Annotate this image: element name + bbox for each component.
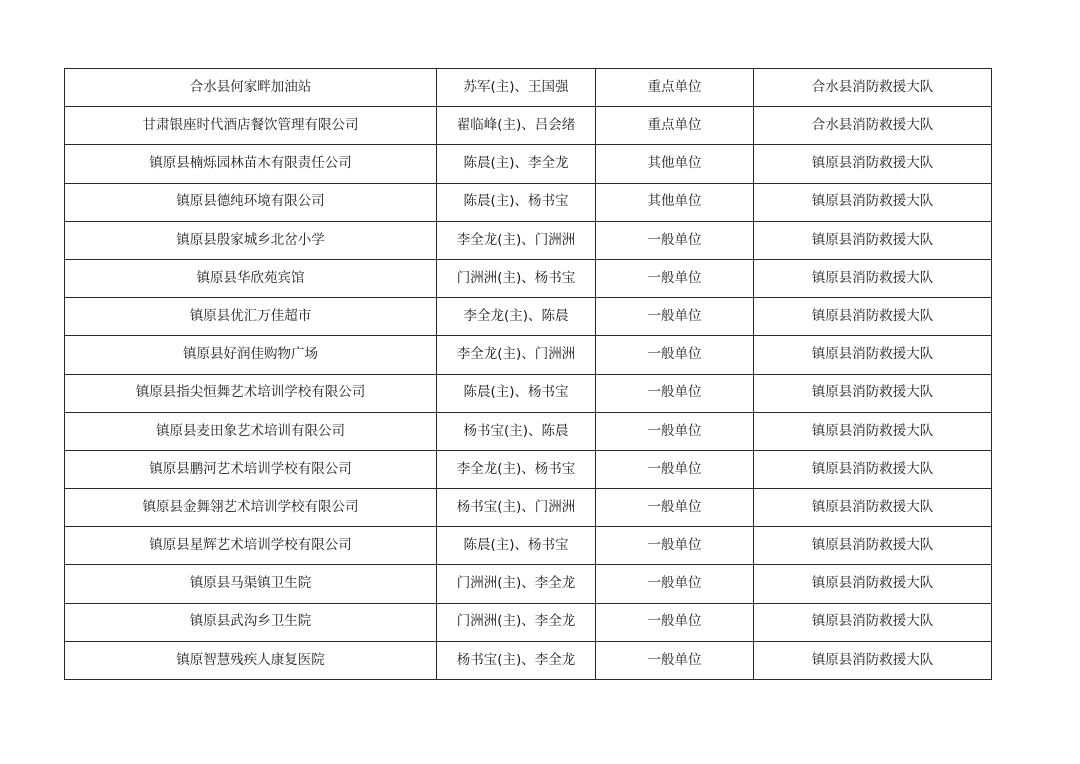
inspectors-cell: 杨书宝(主)、门洲洲 bbox=[437, 489, 596, 527]
inspectors-cell: 门洲洲(主)、李全龙 bbox=[437, 565, 596, 603]
table-row bbox=[65, 107, 992, 145]
inspectors-cell: 门洲洲(主)、杨书宝 bbox=[437, 259, 596, 297]
unit-name-cell: 镇原县好润佳购物广场 bbox=[65, 336, 437, 374]
unit-name-cell: 镇原县优汇万佳超市 bbox=[65, 298, 437, 336]
unit-category-cell: 一般单位 bbox=[596, 565, 754, 603]
unit-category-cell: 一般单位 bbox=[596, 527, 754, 565]
unit-name-cell: 镇原县楠烁园林苗木有限责任公司 bbox=[65, 145, 437, 183]
unit-name-cell: 镇原县武沟乡卫生院 bbox=[65, 603, 437, 641]
unit-name-cell: 镇原县指尖恒舞艺术培训学校有限公司 bbox=[65, 374, 437, 412]
table-row bbox=[65, 145, 992, 183]
inspection-table bbox=[64, 68, 992, 680]
table-row bbox=[65, 412, 992, 450]
inspectors-cell: 苏军(主)、王国强 bbox=[437, 69, 596, 107]
unit-name-cell: 镇原县华欣苑宾馆 bbox=[65, 259, 437, 297]
inspectors-cell: 李全龙(主)、门洲洲 bbox=[437, 221, 596, 259]
table-row bbox=[65, 374, 992, 412]
table-row bbox=[65, 565, 992, 603]
inspectors-cell: 陈晨(主)、杨书宝 bbox=[437, 183, 596, 221]
unit-category-cell: 一般单位 bbox=[596, 374, 754, 412]
inspectors-cell: 陈晨(主)、杨书宝 bbox=[437, 374, 596, 412]
unit-name-cell: 甘肃银座时代酒店餐饮管理有限公司 bbox=[65, 107, 437, 145]
brigade-cell: 镇原县消防救援大队 bbox=[754, 489, 992, 527]
table-row bbox=[65, 489, 992, 527]
unit-name-cell: 镇原县麦田象艺术培训有限公司 bbox=[65, 412, 437, 450]
unit-category-cell: 一般单位 bbox=[596, 641, 754, 679]
inspectors-cell: 翟临峰(主)、吕会绪 bbox=[437, 107, 596, 145]
inspection-table-sheet bbox=[64, 68, 991, 680]
unit-category-cell: 一般单位 bbox=[596, 603, 754, 641]
brigade-cell: 镇原县消防救援大队 bbox=[754, 221, 992, 259]
brigade-cell: 合水县消防救援大队 bbox=[754, 107, 992, 145]
brigade-cell: 镇原县消防救援大队 bbox=[754, 450, 992, 488]
unit-category-cell: 一般单位 bbox=[596, 298, 754, 336]
inspectors-cell: 李全龙(主)、陈晨 bbox=[437, 298, 596, 336]
inspectors-cell: 李全龙(主)、杨书宝 bbox=[437, 450, 596, 488]
inspectors-cell: 门洲洲(主)、李全龙 bbox=[437, 603, 596, 641]
brigade-cell: 镇原县消防救援大队 bbox=[754, 259, 992, 297]
unit-category-cell: 一般单位 bbox=[596, 489, 754, 527]
brigade-cell: 镇原县消防救援大队 bbox=[754, 145, 992, 183]
brigade-cell: 镇原县消防救援大队 bbox=[754, 336, 992, 374]
inspectors-cell: 杨书宝(主)、陈晨 bbox=[437, 412, 596, 450]
inspection-table-body bbox=[65, 69, 992, 680]
unit-category-cell: 其他单位 bbox=[596, 183, 754, 221]
table-row bbox=[65, 298, 992, 336]
table-row bbox=[65, 69, 992, 107]
brigade-cell: 镇原县消防救援大队 bbox=[754, 641, 992, 679]
unit-category-cell: 一般单位 bbox=[596, 336, 754, 374]
table-row bbox=[65, 603, 992, 641]
brigade-cell: 合水县消防救援大队 bbox=[754, 69, 992, 107]
unit-category-cell: 重点单位 bbox=[596, 69, 754, 107]
inspectors-cell: 李全龙(主)、门洲洲 bbox=[437, 336, 596, 374]
table-row bbox=[65, 527, 992, 565]
brigade-cell: 镇原县消防救援大队 bbox=[754, 298, 992, 336]
unit-name-cell: 镇原智慧残疾人康复医院 bbox=[65, 641, 437, 679]
brigade-cell: 镇原县消防救援大队 bbox=[754, 603, 992, 641]
brigade-cell: 镇原县消防救援大队 bbox=[754, 565, 992, 603]
unit-name-cell: 镇原县星辉艺术培训学校有限公司 bbox=[65, 527, 437, 565]
table-row bbox=[65, 641, 992, 679]
unit-name-cell: 镇原县金舞翎艺术培训学校有限公司 bbox=[65, 489, 437, 527]
table-row bbox=[65, 183, 992, 221]
table-row bbox=[65, 221, 992, 259]
table-row bbox=[65, 336, 992, 374]
unit-category-cell: 一般单位 bbox=[596, 259, 754, 297]
unit-category-cell: 重点单位 bbox=[596, 107, 754, 145]
unit-name-cell: 镇原县鹏河艺术培训学校有限公司 bbox=[65, 450, 437, 488]
unit-category-cell: 其他单位 bbox=[596, 145, 754, 183]
unit-name-cell: 镇原县殷家城乡北岔小学 bbox=[65, 221, 437, 259]
inspectors-cell: 杨书宝(主)、李全龙 bbox=[437, 641, 596, 679]
brigade-cell: 镇原县消防救援大队 bbox=[754, 183, 992, 221]
table-row bbox=[65, 259, 992, 297]
brigade-cell: 镇原县消防救援大队 bbox=[754, 527, 992, 565]
unit-category-cell: 一般单位 bbox=[596, 412, 754, 450]
table-row bbox=[65, 450, 992, 488]
brigade-cell: 镇原县消防救援大队 bbox=[754, 412, 992, 450]
inspectors-cell: 陈晨(主)、李全龙 bbox=[437, 145, 596, 183]
inspectors-cell: 陈晨(主)、杨书宝 bbox=[437, 527, 596, 565]
brigade-cell: 镇原县消防救援大队 bbox=[754, 374, 992, 412]
unit-category-cell: 一般单位 bbox=[596, 450, 754, 488]
unit-name-cell: 镇原县马渠镇卫生院 bbox=[65, 565, 437, 603]
unit-category-cell: 一般单位 bbox=[596, 221, 754, 259]
unit-name-cell: 合水县何家畔加油站 bbox=[65, 69, 437, 107]
unit-name-cell: 镇原县德纯环境有限公司 bbox=[65, 183, 437, 221]
